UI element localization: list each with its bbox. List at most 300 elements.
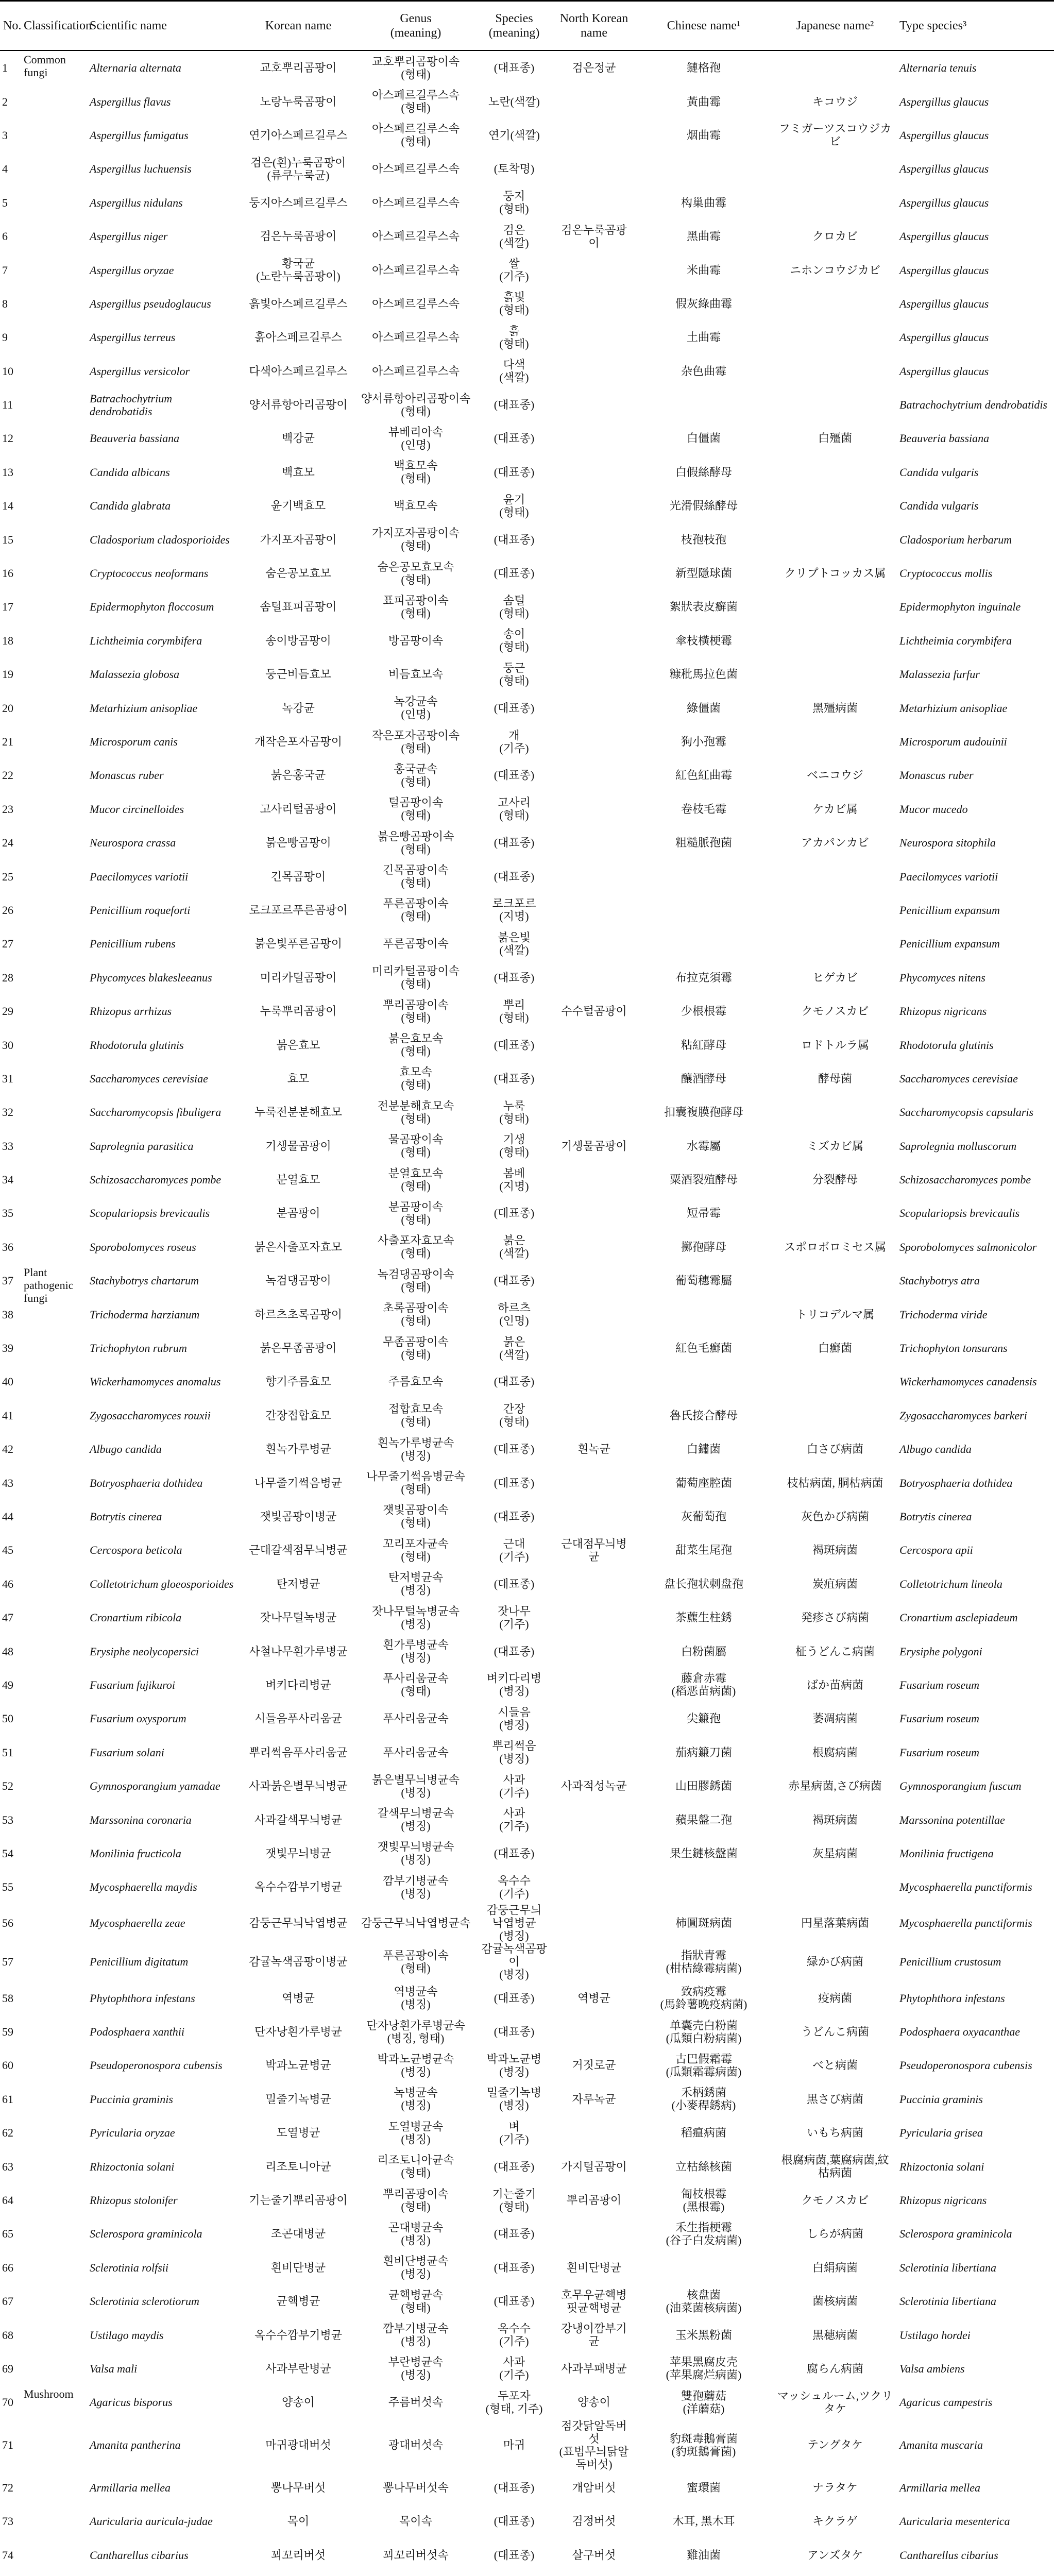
cell-species: (대표종): [494, 1991, 535, 2005]
cell-no: 70: [2, 2396, 13, 2409]
cell-genus: 감둥근무늬낙엽병균속: [361, 1917, 471, 1930]
cell-genus: 푸사리움균속: [383, 1712, 449, 1725]
cell-north-korean-name: [554, 1163, 634, 1196]
cell-scientific-name: Penicillium digitatum: [90, 1955, 189, 1969]
cell-north-korean-name: [554, 826, 634, 859]
cell-scientific-name: Agaricus bisporus: [90, 2396, 173, 2409]
cell-genus: 교호뿌리곰팡이속 (형태): [371, 55, 460, 81]
cell-no: 27: [2, 937, 13, 951]
table-row: [0, 1634, 1054, 1668]
cell-north-korean-name: [554, 2572, 634, 2576]
cell-species: (대표종): [494, 971, 535, 984]
cell-genus: 녹병균속 (병징): [394, 2086, 438, 2112]
table-row: [0, 590, 1054, 623]
table-row: [0, 2183, 1054, 2217]
cell-chinese-name: 葡萄座腔菌: [675, 1476, 732, 1489]
cell-chinese-name: 玉米黑粉菌: [675, 2328, 732, 2342]
table-row: [0, 2149, 1054, 2183]
cell-genus: 흰비단병균속 (병징): [383, 2255, 449, 2281]
cell-type-species: Albugo candida: [899, 1443, 972, 1456]
cell-species: (토착명): [494, 162, 535, 176]
cell-species: 박과노균병 (병징): [486, 2052, 542, 2078]
cell-type-species: Aspergillus glaucus: [899, 297, 989, 310]
cell-north-korean-name: [554, 1567, 634, 1601]
cell-genus: 목이속: [399, 2515, 432, 2528]
cell-genus: 백효모속: [394, 499, 438, 513]
cell-type-species: Trichophyton tonsurans: [899, 1342, 1008, 1355]
cell-japanese-name: [774, 1365, 896, 1398]
cell-scientific-name: Fusarium solani: [90, 1745, 164, 1759]
cell-species: 기는줄기 (형태): [492, 2187, 536, 2213]
cell-genus: 붉은빵곰팡이속 (형태): [377, 829, 454, 856]
cell-north-korean-name: [554, 421, 634, 455]
table-row: [0, 556, 1054, 590]
cell-scientific-name: Valsa mali: [90, 2362, 138, 2375]
cell-genus: 방곰팡이속: [388, 634, 444, 647]
cell-type-species: Saccharomyces cerevisiae: [899, 1072, 1018, 1085]
cell-species: (대표종): [494, 2295, 535, 2308]
cell-chinese-name: 粗糙脈孢菌: [675, 836, 732, 850]
cell-chinese-name: 新型隱球菌: [675, 567, 732, 580]
cell-korean-name: 뿌리썩음푸사리움균: [249, 1745, 348, 1759]
cell-japanese-name: [774, 2572, 896, 2576]
cell-scientific-name: Podosphaera xanthii: [90, 2025, 184, 2039]
cell-type-species: Neurospora sitophila: [899, 836, 996, 850]
cell-korean-name: 다색아스페르길루스: [249, 364, 348, 378]
cell-korean-name: 잣나무털녹병균: [260, 1611, 337, 1624]
table-row: [0, 1466, 1054, 1499]
cell-chinese-name: 擲孢酵母: [681, 1240, 726, 1253]
cell-species: (대표종): [494, 1577, 535, 1590]
cell-chinese-name: 扣囊複膜孢酵母: [664, 1106, 743, 1119]
cell-korean-name: 나무줄기썩음병균: [254, 1476, 343, 1489]
cell-north-korean-name: 자루녹균: [572, 2092, 616, 2106]
cell-korean-name: 감귤녹색곰팡이병균: [249, 1955, 348, 1969]
cell-species: (대표종): [494, 1645, 535, 1658]
cell-chinese-name: [634, 152, 774, 185]
cell-north-korean-name: [554, 354, 634, 388]
cell-species: 하르츠 (인명): [498, 1301, 531, 1328]
cell-korean-name: 교호뿌리곰팡이: [260, 61, 337, 75]
cell-type-species: Pyricularia grisea: [899, 2126, 983, 2140]
cell-chinese-name: 葡萄穗霉屬: [675, 1274, 732, 1287]
cell-species: (대표종): [494, 432, 535, 445]
cell-no: 55: [2, 1880, 13, 1894]
header-no: No.: [0, 1, 21, 51]
cell-korean-name: 근대갈색점무늬병균: [249, 1544, 348, 1557]
cell-chinese-name: 假灰綠曲霉: [675, 297, 732, 310]
cell-scientific-name: Sclerotinia sclerotiorum: [90, 2295, 199, 2308]
cell-species: 붉은 (색깔): [499, 1234, 529, 1260]
cell-type-species: Penicillium expansum: [899, 937, 1000, 951]
cell-north-korean-name: [554, 522, 634, 556]
table-row: [0, 2352, 1054, 2385]
cell-type-species: Gymnosporangium fuscum: [899, 1780, 1022, 1793]
cell-japanese-name: ナラタケ: [812, 2481, 858, 2494]
cell-japanese-name: [774, 657, 896, 691]
table-body: [0, 50, 1054, 2576]
table-row: [0, 927, 1054, 960]
cell-no: 2: [2, 95, 8, 108]
cell-korean-name: 조곤대병균: [270, 2227, 326, 2241]
cell-north-korean-name: 양송이: [577, 2396, 610, 2409]
cell-no: 18: [2, 634, 13, 647]
cell-chinese-name: 盘长孢状刺盘孢: [664, 1577, 743, 1590]
cell-north-korean-name: [554, 388, 634, 421]
cell-japanese-name: スポロボロミセス属: [784, 1240, 886, 1253]
cell-korean-name: 옥수수깜부기병균: [254, 1880, 343, 1894]
header-scientific-name: Scientific name: [87, 1, 239, 51]
cell-genus: 곤대병균속 (병징): [388, 2221, 444, 2247]
table-row: [0, 186, 1054, 219]
table-row: [0, 2015, 1054, 2048]
cell-japanese-name: 枝枯病菌, 胴枯病菌: [787, 1476, 883, 1489]
cell-no: 17: [2, 600, 13, 614]
cell-scientific-name: Trichophyton rubrum: [90, 1342, 187, 1355]
cell-type-species: Podosphaera oxyacanthae: [899, 2025, 1020, 2039]
table-row: [0, 2471, 1054, 2504]
cell-chinese-name: 布拉克須霉: [675, 971, 732, 984]
cell-japanese-name: [774, 725, 896, 758]
cell-no: 21: [2, 735, 13, 748]
cell-korean-name: 로크포르푸른곰팡이: [249, 903, 348, 917]
cell-no: 69: [2, 2362, 13, 2375]
cell-type-species: Cronartium asclepiadeum: [899, 1611, 1018, 1624]
header-north-korean-name: North Korean name: [554, 1, 634, 51]
cell-chinese-name: 枝孢枝孢: [681, 533, 726, 546]
table-row: [0, 792, 1054, 826]
cell-no: 41: [2, 1409, 13, 1422]
table-row: [0, 421, 1054, 455]
cell-species: (대표종): [494, 2160, 535, 2173]
cell-scientific-name: Trichoderma harzianum: [90, 1308, 200, 1321]
table-row: [0, 1230, 1054, 1264]
cell-genus: 푸른곰팡이속: [383, 937, 449, 951]
cell-genus: 아스페르길루스속: [371, 364, 460, 378]
cell-scientific-name: Alternaria alternata: [90, 61, 181, 75]
cell-no: 13: [2, 465, 13, 479]
cell-north-korean-name: [554, 118, 634, 152]
cell-chinese-name: 鏈格孢: [686, 61, 721, 75]
cell-type-species: Trichoderma viride: [899, 1308, 988, 1321]
cell-chinese-name: 傘枝橫梗霉: [675, 634, 732, 647]
cell-japanese-name: 腐らん病菌: [806, 2362, 863, 2375]
cell-no: 5: [2, 196, 8, 209]
cell-species: 옥수수 (기주): [498, 1874, 531, 1900]
cell-genus: 홍국균속 (형태): [394, 762, 438, 788]
cell-no: 52: [2, 1780, 13, 1793]
cell-chinese-name: 雞油菌: [686, 2548, 721, 2562]
cell-type-species: Aspergillus glaucus: [899, 196, 989, 209]
cell-north-korean-name: 흰비단병균: [566, 2261, 622, 2274]
table-row: [0, 2318, 1054, 2351]
cell-korean-name: 꾀꼬리버섯: [270, 2548, 326, 2562]
cell-north-korean-name: [554, 455, 634, 489]
cell-north-korean-name: [554, 2015, 634, 2048]
cell-no: 60: [2, 2059, 13, 2072]
cell-korean-name: 뽕나무버섯: [270, 2481, 326, 2494]
cell-scientific-name: Aspergillus niger: [90, 230, 168, 243]
cell-scientific-name: Puccinia graminis: [90, 2092, 173, 2106]
cell-chinese-name: 紅色毛癬菌: [675, 1342, 732, 1355]
cell-scientific-name: Mucor circinelloides: [90, 802, 184, 816]
cell-genus: 숨은공모효모속 (형태): [377, 560, 454, 586]
cell-species: (대표종): [494, 2548, 535, 2562]
cell-north-korean-name: [554, 2217, 634, 2250]
cell-north-korean-name: [554, 556, 634, 590]
cell-no: 26: [2, 903, 13, 917]
table-row: [0, 1702, 1054, 1735]
cell-no: 39: [2, 1342, 13, 1355]
cell-japanese-name: 疫病菌: [818, 1991, 852, 2005]
cell-genus: 물곰팡이속 (형태): [388, 1133, 444, 1159]
cell-genus: 흰녹가루병균속 (병징): [377, 1436, 454, 1462]
table-row: [0, 2504, 1054, 2538]
cell-korean-name: 간장접합효모: [265, 1409, 331, 1422]
header-species: Species (meaning): [474, 1, 554, 51]
cell-north-korean-name: [554, 1500, 634, 1533]
cell-north-korean-name: 검은누룩곰팡이: [561, 223, 627, 249]
cell-no: 11: [2, 398, 13, 412]
cell-japanese-name: クモノスカビ: [801, 1005, 869, 1018]
cell-no: 57: [2, 1955, 13, 1969]
cell-genus: 광대버섯속: [388, 2438, 444, 2452]
cell-species: (대표종): [494, 465, 535, 479]
cell-type-species: Auricularia mesenterica: [899, 2515, 1010, 2528]
cell-north-korean-name: [554, 1095, 634, 1129]
table-row: [0, 893, 1054, 927]
table-row: [0, 1331, 1054, 1365]
cell-north-korean-name: [554, 1601, 634, 1634]
cell-korean-name: 숨은공모효모: [265, 567, 331, 580]
cell-scientific-name: [87, 2572, 239, 2576]
cell-no: 14: [2, 499, 13, 513]
cell-japanese-name: 黒さび病菌: [806, 2092, 863, 2106]
cell-species: (대표종): [494, 1846, 535, 1860]
cell-genus: 리조토니아균속 (형태): [377, 2154, 454, 2180]
cell-scientific-name: Sclerotinia rolfsii: [90, 2261, 168, 2274]
cell-chinese-name: 甜菜生尾孢: [675, 1544, 732, 1557]
cell-japanese-name: べと病菌: [812, 2059, 858, 2072]
cell-japanese-name: キコウジ: [812, 95, 858, 108]
cell-korean-name: 양송이: [282, 2396, 315, 2409]
cell-chinese-name: 立枯絲核菌: [675, 2160, 732, 2173]
header-chinese-name: Chinese name¹: [634, 1, 774, 51]
table-row: [0, 50, 1054, 84]
cell-no: 7: [2, 263, 8, 277]
cell-type-species: Stachybotrys atra: [899, 1274, 980, 1287]
cell-japanese-name: ミズカビ属: [806, 1139, 863, 1153]
cell-japanese-name: 黑殭病菌: [812, 701, 858, 715]
cell-chinese-name: 短帚霉: [686, 1207, 721, 1220]
cell-japanese-name: ベニコウジ: [806, 769, 863, 782]
table-row: [0, 1297, 1054, 1331]
cell-scientific-name: Aspergillus nidulans: [90, 196, 183, 209]
cell-no: 64: [2, 2194, 13, 2207]
cell-genus: 붉은별무늬병균속 (병징): [371, 1773, 460, 1799]
cell-species: 붉은 (색깔): [499, 1335, 529, 1361]
cell-chinese-name: 紅色紅曲霉: [675, 769, 732, 782]
cell-genus: 부란병균속 (병징): [388, 2355, 444, 2382]
cell-type-species: Erysiphe polygoni: [899, 1645, 982, 1658]
cell-no: 46: [2, 1577, 13, 1590]
cell-type-species: Monascus ruber: [899, 769, 974, 782]
cell-japanese-name: [774, 859, 896, 893]
table-row: [0, 859, 1054, 893]
cell-japanese-name: 灰星病菌: [812, 1846, 858, 1860]
cell-japanese-name: クモノスカビ: [801, 2194, 869, 2207]
cell-type-species: Sporobolomyces salmonicolor: [899, 1240, 1037, 1253]
cell-type-species: Aspergillus glaucus: [899, 331, 989, 344]
cell-no: 32: [2, 1106, 13, 1119]
cell-north-korean-name: [554, 1803, 634, 1836]
cell-type-species: Sclerotinia libertiana: [899, 2295, 996, 2308]
cell-type-species: Aspergillus glaucus: [899, 128, 989, 142]
cell-no: 6: [2, 230, 8, 243]
cell-north-korean-name: [554, 1264, 634, 1297]
cell-japanese-name: うどんこ病菌: [801, 2025, 869, 2039]
cell-species: (대표종): [494, 2227, 535, 2241]
cell-chinese-name: [634, 2251, 774, 2284]
cell-no: 24: [2, 836, 13, 850]
table-row: [0, 2385, 1054, 2419]
table-row: [0, 253, 1054, 286]
cell-scientific-name: Saccharomycopsis fibuligera: [90, 1106, 222, 1119]
cell-no: 28: [2, 971, 13, 984]
cell-type-species: Cantharellus cibarius: [899, 2548, 998, 2562]
cell-scientific-name: Aspergillus terreus: [90, 331, 176, 344]
cell-japanese-name: 褐斑病菌: [812, 1544, 858, 1557]
cell-japanese-name: 発疹さび病菌: [801, 1611, 869, 1624]
cell-scientific-name: Rhodotorula glutinis: [90, 1038, 184, 1052]
cell-genus: 작은포자곰팡이속 (형태): [371, 728, 460, 755]
cell-genus: 잣나무털녹병균속 (병징): [371, 1604, 460, 1631]
cell-species: 밀줄기녹병 (병징): [486, 2086, 542, 2112]
cell-scientific-name: Botrytis cinerea: [90, 1510, 162, 1523]
cell-genus: 아스페르길루스속 (형태): [371, 122, 460, 148]
cell-scientific-name: Aspergillus pseudoglaucus: [90, 297, 211, 310]
cell-type-species: Fusarium roseum: [899, 1745, 980, 1759]
cell-korean-name: 도열병균: [276, 2126, 320, 2140]
cell-japanese-name: 分裂酵母: [812, 1173, 858, 1187]
cell-species: (대표종): [494, 1274, 535, 1287]
cell-genus: 푸사리움균속: [383, 1745, 449, 1759]
cell-genus: 꼬리포자균속 (형태): [383, 1537, 449, 1563]
table-row: [0, 320, 1054, 354]
cell-no: 66: [2, 2261, 13, 2274]
cell-species: 옥수수 (기주): [498, 2322, 531, 2348]
cell-no: 45: [2, 1544, 13, 1557]
cell-korean-name: 백효모: [282, 465, 315, 479]
cell-no: 31: [2, 1072, 13, 1085]
cell-species: (대표종): [494, 1038, 535, 1052]
cell-genus: 분곰팡이속 (형태): [388, 1200, 444, 1226]
cell-chinese-name: 糠秕馬拉色菌: [669, 668, 738, 681]
table-row: [0, 1601, 1054, 1634]
cell-japanese-name: [774, 1264, 896, 1297]
table-row: [0, 219, 1054, 253]
table-row: [0, 1028, 1054, 1061]
cell-korean-name: 사철나무흰가루병균: [249, 1645, 348, 1658]
cell-japanese-name: [774, 320, 896, 354]
cell-scientific-name: Phycomyces blakesleeanus: [90, 971, 212, 984]
cell-species: 둥근 (형태): [499, 661, 529, 687]
table-row: [0, 1870, 1054, 1904]
cell-north-korean-name: [554, 84, 634, 118]
cell-species: 뿌리 (형태): [499, 998, 529, 1024]
cell-no: 61: [2, 2092, 13, 2106]
cell-north-korean-name: [554, 624, 634, 657]
table-row: [0, 1399, 1054, 1432]
cell-korean-name: 리조토니아균: [265, 2160, 331, 2173]
cell-species: (대표종): [494, 701, 535, 715]
cell-type-species: Mycosphaerella punctiformis: [899, 1917, 1032, 1930]
cell-chinese-name: 禾生指梗霉 (谷子白发病菌): [666, 2221, 742, 2247]
cell-korean-name: 연기아스페르길루스: [249, 128, 348, 142]
cell-species: 누룩 (형태): [499, 1099, 529, 1125]
cell-species: 간장 (형태): [499, 1402, 529, 1429]
cell-scientific-name: Pyricularia oryzae: [90, 2126, 175, 2140]
cell-type-species: Mycosphaerella punctiformis: [899, 1880, 1032, 1894]
cell-north-korean-name: 사과부패병균: [561, 2362, 627, 2375]
cell-type-species: Amanita muscaria: [899, 2438, 983, 2452]
cell-species: (대표종): [494, 1375, 535, 1388]
table-row: [0, 152, 1054, 185]
cell-scientific-name: Epidermophyton floccosum: [90, 600, 214, 614]
cell-type-species: Cercospora apii: [899, 1544, 973, 1557]
table-row: [0, 388, 1054, 421]
cell-japanese-name: 白殭菌: [818, 432, 852, 445]
cell-species: 시들음 (병징): [498, 1705, 531, 1732]
cell-korean-name: 고사리털곰팡이: [260, 802, 337, 816]
cell-genus: 비듬효모속: [388, 668, 444, 681]
cell-type-species: Marssonina potentillae: [899, 1813, 1005, 1826]
header-genus: Genus (meaning): [358, 1, 474, 51]
cell-genus: [358, 2572, 474, 2576]
cell-type-species: Botrytis cinerea: [899, 1510, 972, 1523]
cell-genus: 아스페르길루스속: [371, 331, 460, 344]
cell-genus: 도열병균속 (병징): [388, 2120, 444, 2146]
cell-japanese-name: テングタケ: [807, 2438, 863, 2452]
cell-type-species: Colletotrichum lineola: [899, 1577, 1002, 1590]
cell-korean-name: 미리카털곰팡이: [260, 971, 337, 984]
cell-scientific-name: Microsporum canis: [90, 735, 178, 748]
cell-north-korean-name: [554, 758, 634, 792]
cell-korean-name: 검은누룩곰팡이: [260, 230, 337, 243]
cell-species: (대표종): [494, 1072, 535, 1085]
cell-korean-name: 역병균: [282, 1991, 315, 2005]
cell-species: (대표종): [494, 1476, 535, 1489]
cell-north-korean-name: 수수털곰팡이: [561, 1005, 627, 1018]
cell-no: 12: [2, 432, 13, 445]
cell-type-species: Phytophthora infestans: [899, 1991, 1005, 2005]
cell-type-species: Saccharomycopsis capsularis: [899, 1106, 1034, 1119]
cell-type-species: Fusarium roseum: [899, 1712, 980, 1725]
cell-genus: 탄저병균속 (병징): [388, 1571, 444, 1597]
cell-japanese-name: 白絹病菌: [812, 2261, 858, 2274]
cell-genus: 효모속 (형태): [399, 1065, 432, 1092]
cell-genus: 분열효모속 (형태): [388, 1166, 444, 1193]
cell-scientific-name: Albugo candida: [90, 1443, 162, 1456]
cell-japanese-name: 炭疽病菌: [812, 1577, 858, 1590]
cell-type-species: [896, 2572, 1054, 2576]
cell-chinese-name: 藤倉赤霉 (稻恶苗病菌): [671, 1672, 736, 1698]
cell-scientific-name: Beauveria bassiana: [90, 432, 180, 445]
cell-type-species: Penicillium expansum: [899, 903, 1000, 917]
cell-scientific-name: Marssonina coronaria: [90, 1813, 192, 1826]
cell-genus: 뿌리곰팡이속 (형태): [383, 998, 449, 1024]
cell-genus: 사출포자효모속 (형태): [377, 1234, 454, 1260]
